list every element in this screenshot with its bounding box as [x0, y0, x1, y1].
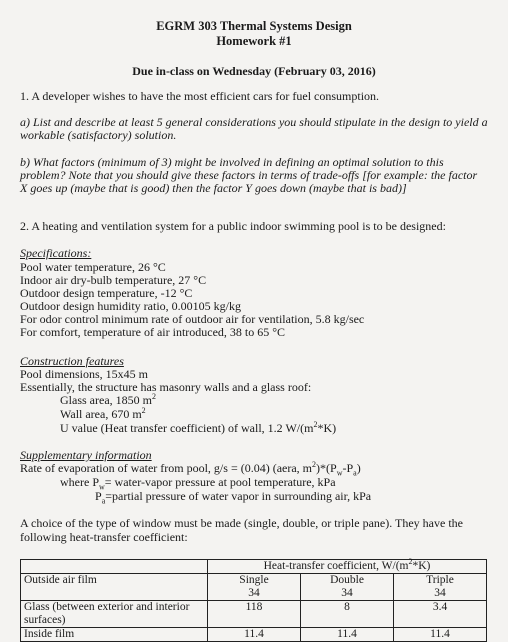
q1b-line2: problem? Note that you should give these factors in terms of trade-offs [for example: the factor	[20, 168, 478, 182]
spec-line: Outdoor design humidity ratio, 0.00105 kg/kg	[20, 299, 241, 313]
table-cell: 8	[301, 601, 394, 628]
construction-line: Essentially, the structure has masonry walls and a glass roof:	[20, 380, 312, 394]
window-line1: A choice of the type of window must be made (single, double, or triple pane). They have the	[20, 516, 463, 530]
q1a-line1: a) List and describe at least 5 general considerations you should stipulate in the design to yield a	[20, 115, 488, 129]
column-header-single: Single 34	[208, 574, 301, 601]
spec-line: Indoor air dry-bulb temperature, 27 °C	[20, 273, 207, 287]
q1a-line2: workable (satisfactory) solution.	[20, 128, 177, 142]
table-cell: 11.4	[394, 628, 487, 642]
supplementary-heading: Supplementary information	[20, 448, 152, 462]
spec-line: Pool water temperature, 26 °C	[20, 260, 166, 274]
wall-area: Wall area, 670 $m^2$	[60, 406, 146, 421]
q1b-line1: b) What factors (minimum of 3) might be involved in defining an optimal solution to this	[20, 155, 444, 169]
q2-stem: 2. A heating and ventilation system for a public indoor swimming pool is to be designed:	[20, 219, 446, 233]
where-pa: $P_a=partial$ pressure of water vapor in surrounding air, kPa	[95, 489, 372, 506]
construction-line: Pool dimensions, 15x45 m	[20, 367, 149, 381]
column-header-triple: Triple 34	[394, 574, 487, 601]
heat-transfer-table	[20, 559, 487, 642]
course-title: EGRM 303 Thermal Systems Design	[156, 19, 352, 33]
table-cell: 11.4	[208, 628, 301, 642]
spec-line: For comfort, temperature of air introduced, 38 to 65 °C	[20, 325, 286, 339]
q1-stem: 1. A developer wishes to have the most efficient cars for fuel consumption.	[20, 89, 380, 103]
column-header-double: Double 34	[301, 574, 394, 601]
evaporation-rate: Rate of evaporation of water from pool, g/s = (0.04) (aera, $m^2)*(P_w-P_a)$	[20, 460, 361, 478]
table-row-label: Inside film	[21, 628, 208, 642]
q1b-line3: X goes up (maybe that is good) then the factor Y goes down (maybe that is bad)]	[20, 181, 407, 195]
due-date: Due in-class on Wednesday (February 03, 2016)	[132, 64, 376, 78]
table-cell: 3.4	[394, 601, 487, 628]
specifications-heading: Specifications:	[20, 246, 92, 260]
table-corner	[21, 560, 208, 574]
table-header: Heat-transfer coefficient, $W/(m^2*K)$	[208, 560, 487, 574]
table-row-label: Outside air film	[21, 574, 208, 601]
table-row-label: Glass (between exterior and interior surfaces)	[21, 601, 208, 628]
where-pw: where $P_w=$ water-vapor pressure at pool temperature, kPa	[60, 475, 336, 492]
u-value: U value (Heat transfer coefficient) of wall, 1.2 $W/(m^2*K)$	[60, 420, 337, 435]
homework-number: Homework #1	[216, 34, 292, 48]
table-cell: 118	[208, 601, 301, 628]
spec-line: For odor control minimum rate of outdoor air for ventilation, 5.8 kg/sec	[20, 312, 365, 326]
glass-area: Glass area, 1850 $m^2$	[60, 392, 156, 407]
table-cell: 11.4	[301, 628, 394, 642]
window-line2: following heat-transfer coefficient:	[20, 530, 188, 544]
spec-line: Outdoor design temperature, -12 °C	[20, 286, 193, 300]
construction-heading: Construction features	[20, 354, 124, 368]
